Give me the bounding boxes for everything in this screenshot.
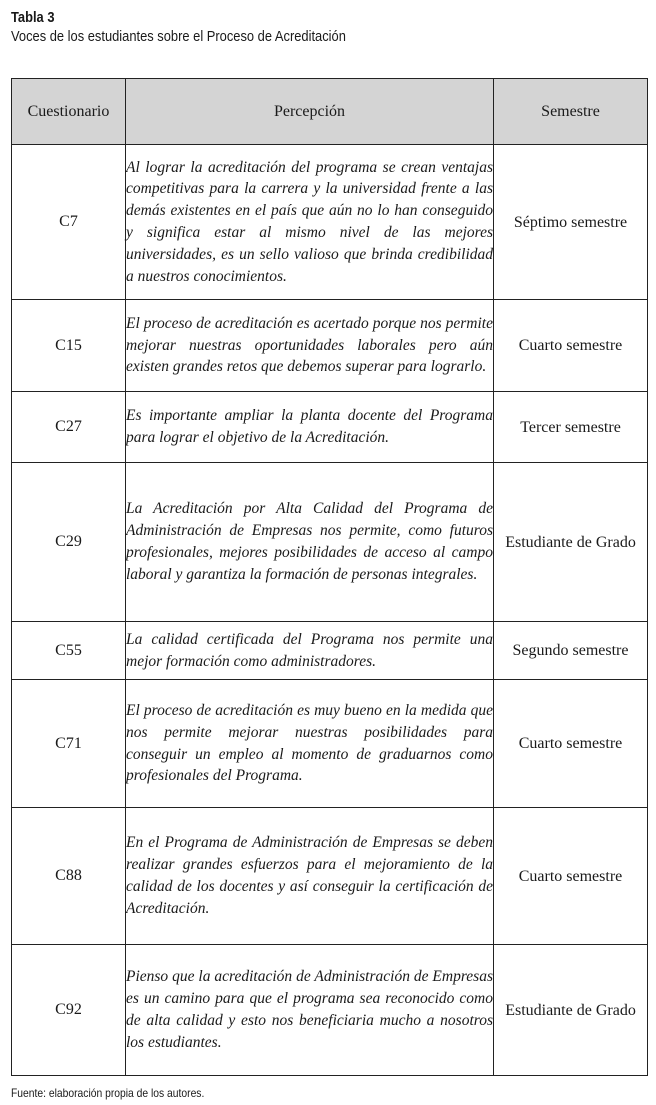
cuestionario-cell: C29 — [12, 463, 126, 622]
percepcion-cell: La calidad certificada del Programa nos permite una mejor formación como administradores. — [126, 622, 494, 680]
semestre-cell: Cuarto semestre — [494, 300, 648, 392]
percepcion-cell: El proceso de acreditación es muy bueno en la medida que nos permite mejorar nuestras posibilidades para conseguir un empleo al momento de graduarnos como profesionales del Programa. — [126, 680, 494, 808]
table-row — [12, 392, 648, 463]
table-row — [12, 808, 648, 945]
percepcion-cell: Al lograr la acreditación del programa se crean ventajas competitivas para la carrera y la universidad frente a las demás existentes en el país que aún no lo han conseguido y significa estar al mismo nivel de las mejores universidades, es un sello valioso que brinda credibilidad a nuestros conocimientos. — [126, 145, 494, 300]
cuestionario-cell: C55 — [12, 622, 126, 680]
table-caption — [11, 8, 346, 46]
semestre-cell: Cuarto semestre — [494, 808, 648, 945]
header-row — [12, 79, 648, 145]
semestre-cell: Séptimo semestre — [494, 145, 648, 300]
column-header-semestre: Semestre — [494, 79, 648, 145]
cuestionario-cell: C92 — [12, 945, 126, 1076]
table-row — [12, 300, 648, 392]
source-note: Fuente: elaboración propia de los autores. — [11, 1086, 205, 1100]
column-header-cuestionario: Cuestionario — [12, 79, 126, 145]
column-header-percepcion: Percepción — [126, 79, 494, 145]
percepcion-cell: La Acreditación por Alta Calidad del Programa de Administración de Empresas nos permite, como futuros profesionales, mejores posibilidades de acceso al campo laboral y garantiza la formación de personas integrales. — [126, 463, 494, 622]
semestre-cell: Cuarto semestre — [494, 680, 648, 808]
table-title: Voces de los estudiantes sobre el Proceso de Acreditación — [11, 28, 346, 45]
cuestionario-cell: C15 — [12, 300, 126, 392]
cuestionario-cell: C88 — [12, 808, 126, 945]
semestre-cell: Tercer semestre — [494, 392, 648, 463]
table-row — [12, 622, 648, 680]
table-row — [12, 145, 648, 300]
percepcion-cell: Es importante ampliar la planta docente del Programa para lograr el objetivo de la Acreditación. — [126, 392, 494, 463]
table-row — [12, 945, 648, 1076]
table-row — [12, 463, 648, 622]
semestre-cell: Segundo semestre — [494, 622, 648, 680]
semestre-cell: Estudiante de Grado — [494, 945, 648, 1076]
table-number: Tabla 3 — [11, 9, 55, 26]
student-voices-table — [11, 78, 648, 1076]
percepcion-cell: El proceso de acreditación es acertado porque nos permite mejorar nuestras oportunidades laborales pero aún existen grandes retos que debemos superar para lograrlo. — [126, 300, 494, 392]
percepcion-cell: Pienso que la acreditación de Administración de Empresas es un camino para que el programa sea reconocido como de alta calidad y esto nos beneficiaria mucho a nosotros los estudiantes. — [126, 945, 494, 1076]
cuestionario-cell: C27 — [12, 392, 126, 463]
cuestionario-cell: C7 — [12, 145, 126, 300]
percepcion-cell: En el Programa de Administración de Empresas se deben realizar grandes esfuerzos para el mejoramiento de la calidad de los docentes y así conseguir la certificación de Acreditación. — [126, 808, 494, 945]
cuestionario-cell: C71 — [12, 680, 126, 808]
table-row — [12, 680, 648, 808]
semestre-cell: Estudiante de Grado — [494, 463, 648, 622]
